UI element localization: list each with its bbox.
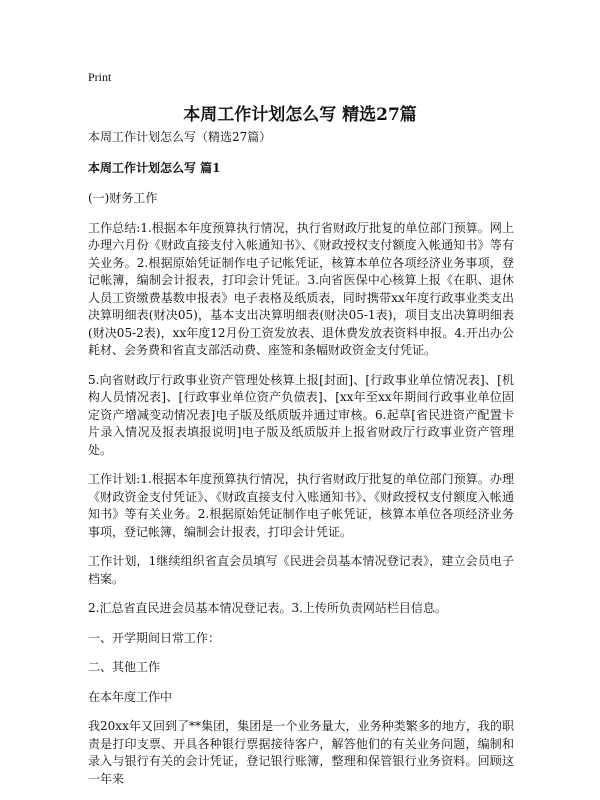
paragraph-daily-work-heading: 一、开学期间日常工作：	[88, 630, 221, 645]
section-heading: 本周工作计划怎么写 篇1	[88, 160, 221, 175]
page-title: 本周工作计划怎么写 精选27篇	[183, 105, 417, 125]
paragraph-asset-report: 5.向省财政厅行政事业资产管理处核算上报[封面]、[行政事业单位情况表]、[机构人员情况表]、[行政事业单位资产负债表]、[xx年至xx年期间行政事业单位固定资产增减变动情况表]电子版及纸质版并通过审核。6.起草[省民进资产配置卡片录入情况及报表填报说明]电子版及纸质版并上报省财政厅行政事业资产管理处。	[88, 372, 514, 457]
paragraph-finance-heading: (一)财务工作	[88, 191, 158, 205]
paragraph-work-summary: 工作总结:1.根据本年度预算执行情况，执行省财政厅批复的单位部门预算。网上办理六月份《财政直接支付入帐通知书》、《财政授权支付额度入帐通知书》等有关业务。2.根据原始凭证制作电子记帐凭证，核算本单位各项经济业务事项，登记帐簿，编制会计报表，打印会计凭证。3.向省医保中心核算上报《在职、退休人员工资缴费基数申报表》电子表格及纸质表，同时携带xx年度行政事业类支出决算明细表(财决05)，基本支出决算明细表(财决05-1表)，项目支出决算明细表(财决05-2表)，xx年度12月份工资发放表、退休费发放表资料申报。4.开出办公耗材、会务费和省直支部活动费、座签和条幅财政资金支付凭证。	[88, 220, 514, 357]
paragraph-annual-work-heading: 在本年度工作中	[88, 689, 173, 704]
document-subtitle: 本周工作计划怎么写（精选27篇）	[88, 130, 272, 144]
paragraph-summary-upload: 2.汇总省直民进会员基本情况登记表。3.上传所负责网站栏目信息。	[88, 601, 447, 615]
print-label: Print	[88, 70, 112, 84]
paragraph-annual-review: 我20xx年又回到了**集团，集团是一个业务量大，业务种类繁多的地方，我的职责是打印支票、开具各种银行票据接待客户，解答他们的有关业务问题，编制和录入与银行有关的会计凭证，登记银行账簿，整理和保管银行业务资料。回顾这一年来	[88, 719, 514, 786]
paragraph-member-registration: 工作计划，1继续组织省直会员填写《民进会员基本情况登记表》，建立会员电子档案。	[88, 554, 514, 586]
document-body	[88, 129, 514, 800]
paragraph-work-plan: 工作计划:1.根据本年度预算执行情况，执行省财政厅批复的单位部门预算。办理《财政资金支付凭证》、《财政直接支付入账通知书》、《财政授权支付额度入帐通知书》等有关业务。2.根据原始凭证制作电子帐凭证，核算本单位各项经济业务事项，登记帐簿，编制会计报表，打印会计凭证。	[88, 472, 514, 539]
paragraph-other-work-heading: 二、其他工作	[88, 660, 161, 674]
